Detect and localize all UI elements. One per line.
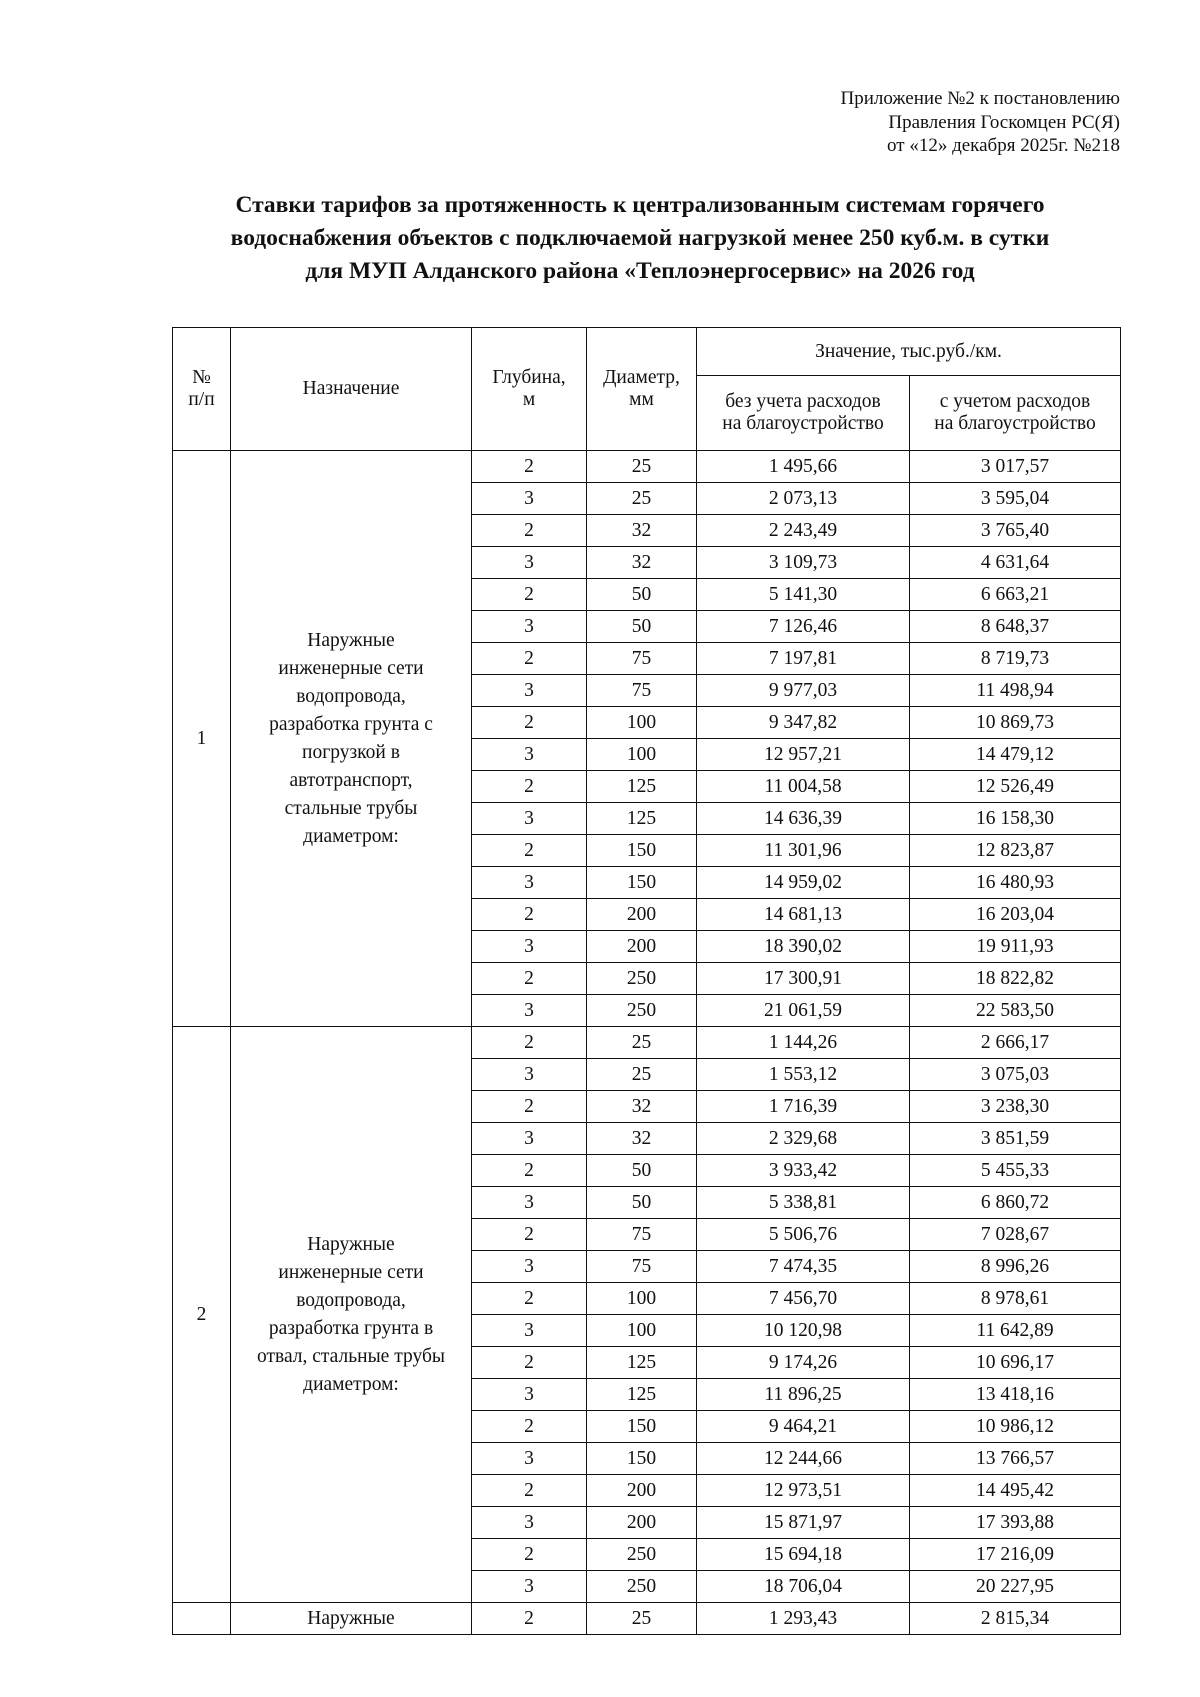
- cell-value-without: 1 293,43: [697, 1603, 910, 1635]
- cell-depth: 3: [472, 1315, 587, 1347]
- header-depth-line: м: [522, 389, 536, 410]
- cell-value-without: 17 300,91: [697, 963, 910, 995]
- header-with-improvement: [910, 376, 1121, 451]
- table-row: [173, 1603, 1121, 1635]
- cell-value-with: 8 719,73: [910, 643, 1121, 675]
- tariff-table: [172, 327, 1121, 1635]
- cell-diameter: 150: [587, 1443, 697, 1475]
- cell-diameter: 32: [587, 1123, 697, 1155]
- cell-depth: 2: [472, 1603, 587, 1635]
- cell-value-without: 1 716,39: [697, 1091, 910, 1123]
- header-with-line: на благоустройство: [934, 413, 1096, 434]
- cell-diameter: 25: [587, 451, 697, 483]
- title-line: водоснабжения объектов с подключаемой нагрузкой менее 250 куб.м. в сутки: [230, 225, 1050, 251]
- cell-depth: 3: [472, 1507, 587, 1539]
- purpose-line: инженерные сети: [278, 1261, 424, 1283]
- cell-depth: 3: [472, 675, 587, 707]
- cell-value-with: 3 851,59: [910, 1123, 1121, 1155]
- cell-value-without: 18 390,02: [697, 931, 910, 963]
- header-diameter-line: Диаметр,: [603, 367, 680, 388]
- table-body: [173, 451, 1121, 1635]
- purpose-line: отвал, стальные трубы: [257, 1345, 445, 1367]
- cell-depth: 3: [472, 483, 587, 515]
- cell-value-without: 12 957,21: [697, 739, 910, 771]
- cell-depth: 2: [472, 1411, 587, 1443]
- cell-diameter: 75: [587, 675, 697, 707]
- cell-value-without: 7 474,35: [697, 1251, 910, 1283]
- cell-value-with: 2 815,34: [910, 1603, 1121, 1635]
- cell-diameter: 250: [587, 1571, 697, 1603]
- cell-value-with: 14 479,12: [910, 739, 1121, 771]
- group-purpose: [231, 1027, 472, 1603]
- cell-depth: 3: [472, 803, 587, 835]
- cell-value-with: 16 480,93: [910, 867, 1121, 899]
- cell-diameter: 100: [587, 1283, 697, 1315]
- cell-value-with: 18 822,82: [910, 963, 1121, 995]
- cell-depth: 3: [472, 1443, 587, 1475]
- cell-diameter: 50: [587, 1155, 697, 1187]
- cell-diameter: 250: [587, 995, 697, 1027]
- header-with-line: с учетом расходов: [939, 391, 1091, 412]
- cell-diameter: 75: [587, 643, 697, 675]
- cell-depth: 3: [472, 1379, 587, 1411]
- cell-value-without: 15 871,97: [697, 1507, 910, 1539]
- cell-diameter: 200: [587, 1475, 697, 1507]
- cell-diameter: 125: [587, 1347, 697, 1379]
- cell-diameter: 32: [587, 1091, 697, 1123]
- title-line: Ставки тарифов за протяженность к централизованным системам горячего: [235, 192, 1045, 218]
- cell-value-with: 11 498,94: [910, 675, 1121, 707]
- group-purpose: [231, 1603, 472, 1635]
- purpose-line: стальные трубы: [284, 797, 418, 819]
- purpose-line: автотранспорт,: [289, 769, 413, 791]
- cell-depth: 3: [472, 611, 587, 643]
- cell-value-without: 2 073,13: [697, 483, 910, 515]
- cell-depth: 3: [472, 995, 587, 1027]
- cell-depth: 2: [472, 1347, 587, 1379]
- cell-value-without: 21 061,59: [697, 995, 910, 1027]
- cell-diameter: 125: [587, 1379, 697, 1411]
- cell-value-without: 3 109,73: [697, 547, 910, 579]
- cell-value-with: 19 911,93: [910, 931, 1121, 963]
- cell-depth: 2: [472, 899, 587, 931]
- cell-value-with: 3 075,03: [910, 1059, 1121, 1091]
- cell-value-with: 12 526,49: [910, 771, 1121, 803]
- cell-value-without: 9 464,21: [697, 1411, 910, 1443]
- cell-diameter: 250: [587, 963, 697, 995]
- cell-value-with: 8 978,61: [910, 1283, 1121, 1315]
- cell-value-without: 11 896,25: [697, 1379, 910, 1411]
- cell-value-with: 5 455,33: [910, 1155, 1121, 1187]
- cell-depth: 2: [472, 707, 587, 739]
- cell-depth: 3: [472, 867, 587, 899]
- cell-value-with: 16 203,04: [910, 899, 1121, 931]
- header-number: [173, 328, 231, 451]
- cell-diameter: 150: [587, 867, 697, 899]
- cell-value-without: 5 506,76: [697, 1219, 910, 1251]
- cell-value-without: 7 126,46: [697, 611, 910, 643]
- cell-diameter: 150: [587, 835, 697, 867]
- cell-value-without: 18 706,04: [697, 1571, 910, 1603]
- cell-value-with: 14 495,42: [910, 1475, 1121, 1507]
- cell-value-with: 13 418,16: [910, 1379, 1121, 1411]
- purpose-line: инженерные сети: [278, 657, 424, 679]
- document-title: [160, 189, 1120, 288]
- purpose-line: Наружные: [307, 1233, 395, 1255]
- cell-depth: 3: [472, 739, 587, 771]
- header-diameter-line: мм: [629, 389, 654, 410]
- cell-depth: 2: [472, 1475, 587, 1507]
- header-depth: [472, 328, 587, 451]
- cell-value-without: 2 243,49: [697, 515, 910, 547]
- cell-depth: 3: [472, 1187, 587, 1219]
- cell-value-without: 5 338,81: [697, 1187, 910, 1219]
- cell-depth: 2: [472, 1027, 587, 1059]
- purpose-line: водопровода,: [296, 1289, 406, 1311]
- header-without-improvement: [697, 376, 910, 451]
- cell-depth: 2: [472, 1091, 587, 1123]
- cell-value-with: 10 696,17: [910, 1347, 1121, 1379]
- cell-value-without: 5 141,30: [697, 579, 910, 611]
- cell-depth: 3: [472, 1059, 587, 1091]
- cell-depth: 2: [472, 835, 587, 867]
- group-number: 1: [173, 451, 231, 1027]
- cell-value-with: 13 766,57: [910, 1443, 1121, 1475]
- cell-diameter: 100: [587, 739, 697, 771]
- cell-value-with: 3 595,04: [910, 483, 1121, 515]
- cell-value-with: 6 860,72: [910, 1187, 1121, 1219]
- cell-diameter: 75: [587, 1219, 697, 1251]
- cell-depth: 2: [472, 963, 587, 995]
- cell-depth: 2: [472, 643, 587, 675]
- cell-value-with: 10 986,12: [910, 1411, 1121, 1443]
- purpose-line: Наружные: [307, 1607, 395, 1629]
- header-diameter: [587, 328, 697, 451]
- cell-diameter: 125: [587, 803, 697, 835]
- cell-value-without: 10 120,98: [697, 1315, 910, 1347]
- appendix-reference: [640, 87, 1120, 158]
- cell-value-with: 2 666,17: [910, 1027, 1121, 1059]
- cell-value-with: 7 028,67: [910, 1219, 1121, 1251]
- cell-value-without: 1 495,66: [697, 451, 910, 483]
- cell-depth: 2: [472, 771, 587, 803]
- cell-depth: 2: [472, 1219, 587, 1251]
- cell-value-without: 11 004,58: [697, 771, 910, 803]
- cell-value-without: 14 636,39: [697, 803, 910, 835]
- cell-diameter: 50: [587, 611, 697, 643]
- header-number-line: №: [192, 367, 211, 388]
- group-number: [173, 1603, 231, 1635]
- cell-value-with: 12 823,87: [910, 835, 1121, 867]
- purpose-line: водопровода,: [296, 685, 406, 707]
- purpose-line: разработка грунта с: [269, 713, 433, 735]
- cell-value-with: 4 631,64: [910, 547, 1121, 579]
- cell-value-without: 11 301,96: [697, 835, 910, 867]
- cell-value-with: 20 227,95: [910, 1571, 1121, 1603]
- cell-diameter: 150: [587, 1411, 697, 1443]
- cell-value-with: 8 996,26: [910, 1251, 1121, 1283]
- cell-value-without: 2 329,68: [697, 1123, 910, 1155]
- cell-value-without: 3 933,42: [697, 1155, 910, 1187]
- cell-value-without: 9 174,26: [697, 1347, 910, 1379]
- cell-value-without: 7 456,70: [697, 1283, 910, 1315]
- cell-diameter: 32: [587, 547, 697, 579]
- cell-diameter: 250: [587, 1539, 697, 1571]
- cell-value-with: 8 648,37: [910, 611, 1121, 643]
- header-without-line: на благоустройство: [722, 413, 884, 434]
- cell-diameter: 32: [587, 515, 697, 547]
- cell-diameter: 25: [587, 1027, 697, 1059]
- cell-value-with: 10 869,73: [910, 707, 1121, 739]
- table-row: [173, 1027, 1121, 1059]
- header-number-line: п/п: [188, 389, 215, 410]
- appendix-line: Приложение №2 к постановлению: [840, 88, 1120, 109]
- cell-diameter: 100: [587, 1315, 697, 1347]
- cell-value-with: 3 765,40: [910, 515, 1121, 547]
- cell-depth: 2: [472, 1539, 587, 1571]
- purpose-line: диаметром:: [303, 825, 399, 847]
- cell-diameter: 50: [587, 579, 697, 611]
- cell-depth: 3: [472, 1571, 587, 1603]
- table-row: [173, 451, 1121, 483]
- cell-diameter: 200: [587, 931, 697, 963]
- cell-value-with: 3 238,30: [910, 1091, 1121, 1123]
- title-line: для МУП Алданского района «Теплоэнергосервис» на 2026 год: [305, 258, 975, 284]
- purpose-line: диаметром:: [303, 1373, 399, 1395]
- cell-diameter: 25: [587, 1059, 697, 1091]
- group-purpose: [231, 451, 472, 1027]
- cell-value-without: 15 694,18: [697, 1539, 910, 1571]
- header-without-line: без учета расходов: [725, 391, 881, 412]
- cell-value-with: 17 216,09: [910, 1539, 1121, 1571]
- header-depth-line: Глубина,: [492, 367, 566, 388]
- group-number: 2: [173, 1027, 231, 1603]
- cell-depth: 2: [472, 579, 587, 611]
- cell-diameter: 50: [587, 1187, 697, 1219]
- cell-depth: 2: [472, 1155, 587, 1187]
- cell-depth: 3: [472, 931, 587, 963]
- cell-value-without: 9 977,03: [697, 675, 910, 707]
- header-value-group: Значение, тыс.руб./км.: [697, 328, 1121, 376]
- cell-diameter: 100: [587, 707, 697, 739]
- cell-depth: 2: [472, 451, 587, 483]
- cell-diameter: 200: [587, 899, 697, 931]
- cell-depth: 2: [472, 1283, 587, 1315]
- cell-value-with: 17 393,88: [910, 1507, 1121, 1539]
- cell-value-without: 12 244,66: [697, 1443, 910, 1475]
- purpose-line: Наружные: [307, 629, 395, 651]
- header-purpose: Назначение: [231, 328, 472, 451]
- cell-value-without: 1 144,26: [697, 1027, 910, 1059]
- cell-depth: 2: [472, 515, 587, 547]
- cell-depth: 3: [472, 547, 587, 579]
- cell-diameter: 25: [587, 483, 697, 515]
- cell-value-with: 11 642,89: [910, 1315, 1121, 1347]
- cell-value-with: 6 663,21: [910, 579, 1121, 611]
- purpose-line: разработка грунта в: [268, 1317, 434, 1339]
- cell-value-with: 3 017,57: [910, 451, 1121, 483]
- cell-value-without: 1 553,12: [697, 1059, 910, 1091]
- cell-value-with: 22 583,50: [910, 995, 1121, 1027]
- cell-value-without: 7 197,81: [697, 643, 910, 675]
- cell-depth: 3: [472, 1123, 587, 1155]
- cell-depth: 3: [472, 1251, 587, 1283]
- cell-value-without: 12 973,51: [697, 1475, 910, 1507]
- cell-diameter: 125: [587, 771, 697, 803]
- cell-diameter: 200: [587, 1507, 697, 1539]
- table-header: [173, 328, 1121, 451]
- cell-diameter: 75: [587, 1251, 697, 1283]
- cell-value-with: 16 158,30: [910, 803, 1121, 835]
- cell-value-without: 14 959,02: [697, 867, 910, 899]
- purpose-line: погрузкой в: [302, 741, 400, 763]
- appendix-line: Правления Госкомцен РС(Я): [888, 111, 1120, 133]
- appendix-line: от «12» декабря 2025г. №218: [887, 135, 1120, 156]
- cell-value-without: 9 347,82: [697, 707, 910, 739]
- cell-value-without: 14 681,13: [697, 899, 910, 931]
- cell-diameter: 25: [587, 1603, 697, 1635]
